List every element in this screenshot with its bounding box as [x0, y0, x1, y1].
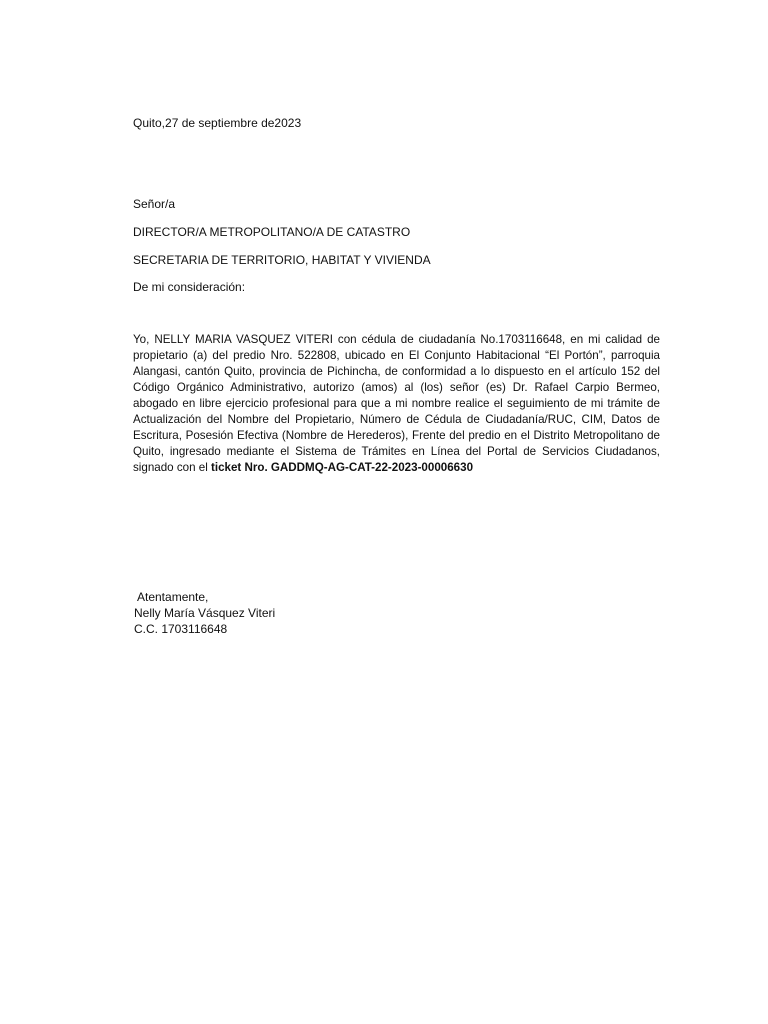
- letter-date: Quito,27 de septiembre de2023: [133, 116, 302, 130]
- signature-block: [134, 589, 275, 637]
- closing-phrase: Atentamente,: [137, 590, 209, 604]
- signer-id: C.C. 1703116648: [134, 622, 228, 636]
- letter-salutation: Señor/a: [133, 197, 176, 211]
- ticket-number: ticket Nro. GADDMQ-AG-CAT-22-2023-00006630: [211, 461, 474, 474]
- addressee-department: SECRETARIA DE TERRITORIO, HABITAT Y VIVIENDA: [133, 253, 431, 267]
- addressee-title: DIRECTOR/A METROPOLITANO/A DE CATASTRO: [133, 225, 411, 239]
- signer-name: Nelly María Vásquez Viteri: [134, 606, 276, 620]
- letter-greeting: De mi consideración:: [133, 280, 246, 294]
- letter-body: [133, 332, 660, 476]
- body-main-text: Yo, NELLY MARIA VASQUEZ VITERI con cédula de ciudadanía No.1703116648, en mi calidad de propietario (a) del predio Nro. 522808, ubicado en El Conjunto Habitacional “El Portón”, parroquia Alangasi, cantón Quito, provincia de Pichincha, de conformidad a lo dispuesto en el artículo 152 del Código Orgánico Administrativo, autorizo (amos) al (los) señor (es) Dr. Rafael Carpio Bermeo, abogado en libre ejercicio profesional para que a mi nombre realice el seguimiento de mi trámite de Actualización del Nombre del Propietario, Número de Cédula de Ciudadanía/RUC, CIM, Datos de Escritura, Posesión Efectiva (Nombre de Herederos), Frente del predio en el Distrito Metropolitano de Quito, ingresado mediante el Sistema de Trámites en Línea del Portal de Servicios Ciudadanos, signado con el: [133, 333, 660, 474]
